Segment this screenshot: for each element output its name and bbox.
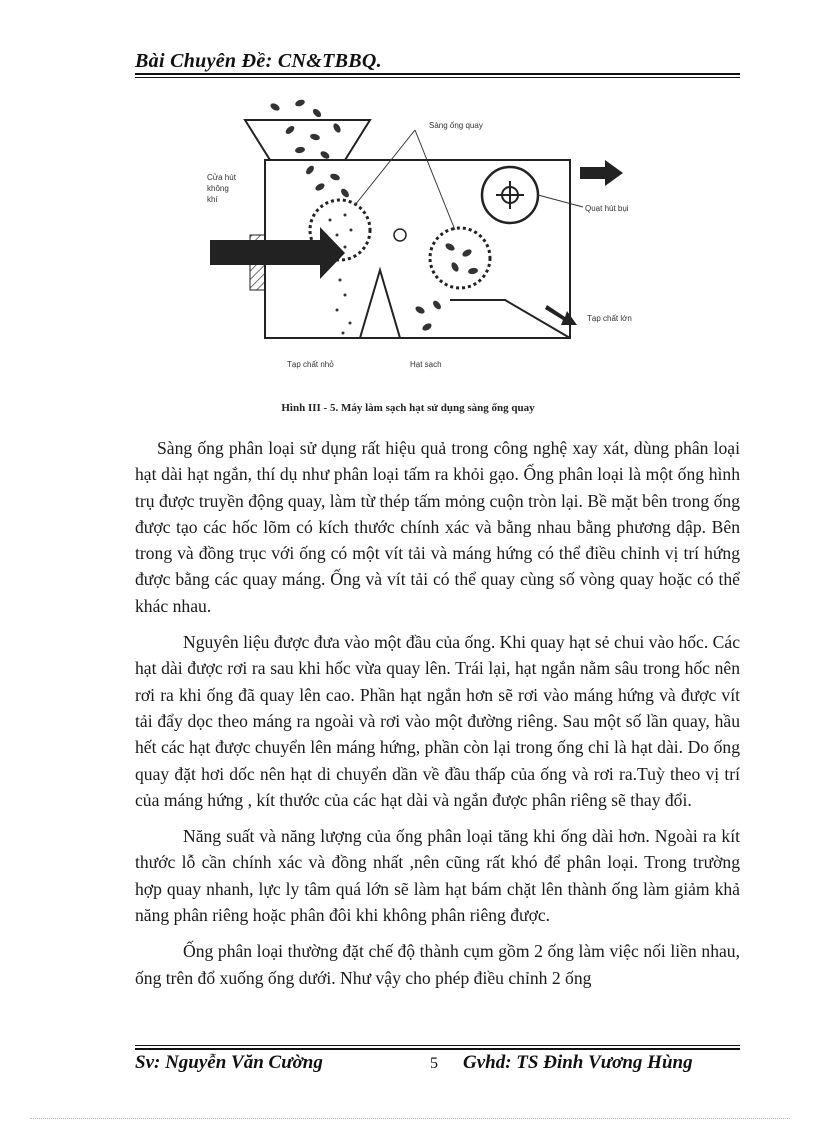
label-small-impurities: Tạp chất nhỏ [287, 360, 334, 369]
rotating-screen-drum-2 [430, 228, 490, 288]
paragraph-3: Năng suất và năng lượng của ống phân loại tăng khi ống dài hơn. Ngoài ra kít thước lỗ cần chính xác và đồng nhất ,nên cũng rất khó để phân loại. Trong trường hợp quay nhanh, lực ly tâm quá lớn sẽ làm hạt bám chặt lên thành ống làm giảm khả năng phân riêng hoặc phân đôi khi không phân riêng được. [135, 826, 740, 926]
footer-advisor: Gvhd: TS Đinh Vương Hùng [463, 1052, 693, 1073]
label-rotating-screen: Sàng ống quay [429, 121, 483, 130]
large-impurities-arrow [545, 305, 577, 325]
page-bottom-border [30, 1118, 790, 1119]
fan-exhaust-arrow [580, 160, 623, 186]
label-large-impurities: Tạp chất lớn [587, 314, 632, 323]
label-air-inlet-3: khí [207, 195, 218, 204]
header-rule-thin [135, 77, 740, 78]
paragraph-4: Ống phân loại thường đặt chế độ thành cụm gồm 2 ống làm việc nối liền nhau, ống trên đổ xuống ống dưới. Như vậy cho phép điều chỉnh 2 ống [135, 941, 740, 988]
footer-student: Sv: Nguyễn Văn Cường [135, 1052, 323, 1073]
grain-particles [269, 98, 350, 198]
paragraph-2: Nguyên liệu được đưa vào một đầu của ống. Khi quay hạt sẻ chui vào hốc. Các hạt dài được rơi ra sau khi hốc vừa quay lên. Trái lại, hạt ngắn nằm sâu trong hốc nên rơi ra khi ống đã quay lên cao. Phần hạt ngắn hơn sẽ rơi vào máng hứng và được vít tải đẩy dọc theo máng ra ngoài và rơi vào một đường riêng. Sau một số lần quay, hầu hết các hạt được chuyển lên máng hứng, phần còn lại trong ống chỉ là hạt dài. Do ống quay đặt hơi dốc nên hạt di chuyển dần về đầu thấp của ống và rơi ra.Tuỳ theo vị trí của máng hứng , kít thước của các hạt dài và ngắn được phân riêng sẽ thay đổi. [135, 632, 741, 810]
page-header-title: Bài Chuyên Đề: CN&TBBQ. [135, 50, 382, 72]
figure-caption: Hình III - 5. Máy làm sạch hạt sử dụng sàng ống quay [281, 402, 535, 414]
paragraph-1: Sàng ống phân loại sử dụng rất hiệu quả trong công nghệ xay xát, dùng phân loại hạt dài hạt ngắn, thí dụ như phân loại tấm ra khỏi gạo. Ống phân loại là một ống hình trụ được truyền động quay, làm từ thép tấm mỏng cuộn tròn lại. Bề mặt bên trong ống được tạo các hốc lõm có kích thước chính xác và bằng nhau bằng phương dập. Bên trong và đồng trục với ống có một vít tải và máng hứng có thể điều chỉnh vị trí hứng được bằng các quay máng. Ống và vít tải có thể quay cùng số vòng quay hoặc có thể khác nhau. [135, 438, 740, 616]
label-dust-fan: Quạt hút bụi [585, 204, 629, 213]
feed-arrow [210, 227, 345, 279]
label-air-inlet-1: Cửa hút [207, 173, 236, 182]
label-air-inlet-2: không [207, 184, 229, 193]
footer-rule-thin [135, 1045, 740, 1046]
feed-hopper [245, 120, 370, 160]
grain-cleaning-machine-figure [205, 95, 680, 380]
body-text [135, 435, 740, 1001]
header-rule-thick [135, 73, 740, 75]
page-number: 5 [430, 1055, 438, 1072]
footer-rule-thick [135, 1048, 740, 1050]
label-clean-grain: Hạt sạch [410, 360, 442, 369]
chute-divider [360, 270, 400, 338]
